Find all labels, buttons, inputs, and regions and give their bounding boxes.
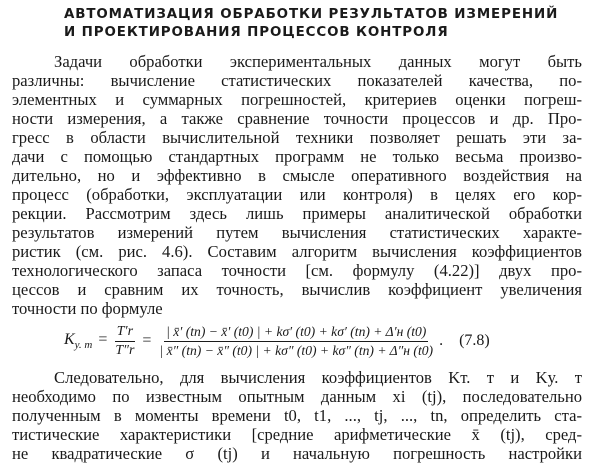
- paragraph-conclusion: [12, 368, 582, 463]
- section-heading: [64, 6, 582, 42]
- equals-sign: =: [142, 332, 152, 349]
- text-line: Задачи обработки экспериментальных данных могут быть: [54, 52, 582, 71]
- text-line: тистические характеристики [средние арифметические x̄ (tj), сред-: [12, 425, 582, 444]
- paragraph-intro: [12, 52, 582, 318]
- text-line: процесс (обработки, эксплуатации или контроля) в целях его кор-: [12, 185, 582, 204]
- text-line: гресс в области вычислительной техники позволяет решать эти за-: [12, 128, 582, 147]
- text-line: рекции. Рассмотрим здесь лишь примеры аналитической обработки: [12, 204, 582, 223]
- text-line: полученным в моменты времени t0, t1, ..., tj, ..., tn, определить ста-: [12, 406, 582, 425]
- expanded-ratio-fraction: [157, 324, 435, 359]
- text-line: ности измерения, а также сравнение точности процессов и др. Про-: [12, 109, 582, 128]
- fraction-denominator: | x̄″ (tn) − x̄″ (t0) | + kσ″ (t0) + kσ″ (tn) + Δ″н (t0): [159, 342, 434, 358]
- section-heading-line-1: АВТОМАТИЗАЦИЯ ОБРАБОТКИ РЕЗУЛЬТАТОВ ИЗМЕРЕНИЙ: [64, 7, 559, 22]
- equation-number: (7.8): [459, 332, 490, 349]
- fraction-numerator: | x̄′ (tn) − x̄′ (t0) | + kσ′ (t0) + kσ′ (tn) + Δ′н (t0): [164, 324, 428, 342]
- text-line: различны: вычисление статистических показателей качества, по-: [12, 71, 582, 90]
- text-line: не квадратические σ (tj) и начальную погрешность настройки: [12, 444, 582, 463]
- text-line: технологического запаса точности [см. формулу (4.22)] двух про-: [12, 261, 582, 280]
- tolerance-ratio-fraction: [113, 324, 136, 359]
- text-line: точности по формуле: [12, 299, 163, 318]
- fraction-numerator: T′r: [115, 324, 135, 342]
- text-line: дительно, но и эффективно в смысле оперативного воздействия на: [12, 166, 582, 185]
- equation-lhs-subscript: у. т: [74, 339, 93, 352]
- equals-sign: =: [98, 330, 108, 348]
- equation-lhs: [64, 331, 109, 351]
- text-line: цессов и сравним их точность, вычислив коэффициент увеличения: [12, 280, 582, 299]
- equation-7-8: [12, 320, 582, 362]
- equation-period: .: [439, 332, 444, 349]
- text-line: дачи с помощью стандартных программ не только весьма произво-: [12, 147, 582, 166]
- text-line: результатов измерений путем вычисления статистических характе-: [12, 223, 582, 242]
- section-heading-line-2: И ПРОЕКТИРОВАНИЯ ПРОЦЕССОВ КОНТРОЛЯ: [64, 25, 449, 40]
- equation-lhs-symbol: K: [64, 330, 75, 348]
- text-line: элементных и суммарных погрешностей, критериев оценки погреш-: [12, 90, 582, 109]
- text-line: необходимо по известным опытным данным xi (tj), последовательно: [12, 387, 582, 406]
- text-line: ристик (см. рис. 4.6). Составим алгоритм вычисления коэффициентов: [12, 242, 582, 261]
- text-line: Следовательно, для вычисления коэффициентов Kт. т и Kу. т: [54, 368, 582, 387]
- fraction-denominator: T″r: [115, 342, 135, 358]
